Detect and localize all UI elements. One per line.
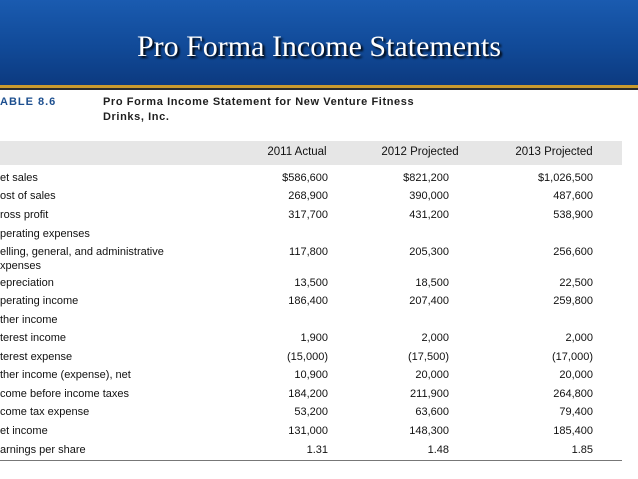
row-label-line: terest expense (0, 351, 73, 363)
row-label-line: come tax expense (0, 406, 90, 418)
cell-value: 317,700 (288, 209, 328, 221)
row-label (0, 424, 228, 438)
cell-value: 268,900 (288, 190, 328, 202)
row-label (0, 208, 228, 222)
row-label-line: ther income (expense), net (0, 369, 131, 381)
row-label-line: perating income (0, 295, 79, 307)
row-label (0, 189, 228, 203)
cell-value: 205,300 (409, 246, 449, 258)
cell-value: 264,800 (553, 388, 593, 400)
cell-value: 22,500 (559, 277, 593, 289)
row-label-line: ther income (0, 314, 58, 326)
cell-value: 18,500 (415, 277, 449, 289)
row-label (0, 171, 228, 185)
cell-value: 211,900 (410, 388, 449, 400)
cell-value: (15,000) (287, 351, 328, 363)
row-label-line: come before income taxes (0, 388, 130, 400)
cell-value: 20,000 (415, 369, 449, 381)
cell-value: 184,200 (288, 388, 328, 400)
row-label-line: et sales (0, 172, 38, 184)
column-header-2012: 2012 Projected (381, 146, 459, 158)
row-label (0, 387, 228, 401)
cell-value: 20,000 (559, 369, 593, 381)
title-underline-dark (0, 88, 638, 90)
cell-value: 2,000 (421, 332, 449, 344)
cell-value: 538,900 (553, 209, 593, 221)
row-label (0, 276, 228, 290)
cell-value: 1.31 (306, 444, 328, 456)
cell-value: $586,600 (282, 172, 328, 184)
row-label (0, 331, 228, 345)
row-label (0, 313, 228, 327)
cell-value: 185,400 (553, 425, 593, 437)
table-number: ABLE 8.6 (0, 96, 57, 108)
slide-title: Pro Forma Income Statements (136, 30, 502, 63)
row-label (0, 245, 228, 273)
row-label-line: perating expenses (0, 228, 90, 240)
cell-value: 63,600 (415, 406, 449, 418)
column-header-2013: 2013 Projected (515, 146, 593, 158)
cell-value: 186,400 (288, 295, 328, 307)
cell-value: 1.85 (571, 444, 593, 456)
cell-value: 207,400 (409, 295, 449, 307)
cell-value: 13,500 (294, 277, 328, 289)
table-caption (103, 95, 613, 125)
table-caption-line-2: Drinks, Inc. (103, 111, 170, 123)
row-label-line: xpenses (0, 260, 41, 272)
cell-value: 431,200 (409, 209, 449, 221)
cell-value: 148,300 (409, 425, 449, 437)
cell-value: 2,000 (565, 332, 593, 344)
cell-value: $1,026,500 (537, 172, 593, 184)
cell-value: 10,900 (294, 369, 328, 381)
cell-value: 117,800 (289, 246, 328, 258)
table-bottom-rule (0, 460, 622, 461)
cell-value: 1.48 (427, 444, 449, 456)
row-label (0, 368, 228, 382)
cell-value: 259,800 (553, 295, 593, 307)
row-label-line: epreciation (0, 277, 54, 289)
row-label (0, 294, 228, 308)
cell-value: (17,500) (408, 351, 449, 363)
row-label (0, 405, 228, 419)
cell-value: 53,200 (294, 406, 328, 418)
cell-value: 487,600 (553, 190, 593, 202)
cell-value: $821,200 (403, 172, 449, 184)
row-label (0, 443, 228, 457)
row-label-line: ross profit (0, 209, 49, 221)
cell-value: (17,000) (552, 351, 593, 363)
row-label-line: ost of sales (0, 190, 56, 202)
row-label-line: terest income (0, 332, 67, 344)
row-label (0, 350, 228, 364)
row-label (0, 227, 228, 241)
row-label-line: arnings per share (0, 444, 86, 456)
row-label-line: et income (0, 425, 48, 437)
table-caption-line-1: Pro Forma Income Statement for New Venture Fitness (103, 96, 415, 108)
cell-value: 390,000 (409, 190, 449, 202)
row-label-line: elling, general, and administrative (0, 246, 164, 258)
cell-value: 131,000 (288, 425, 328, 437)
cell-value: 256,600 (553, 246, 593, 258)
column-header-2011: 2011 Actual (267, 146, 327, 158)
cell-value: 79,400 (559, 406, 593, 418)
cell-value: 1,900 (300, 332, 328, 344)
